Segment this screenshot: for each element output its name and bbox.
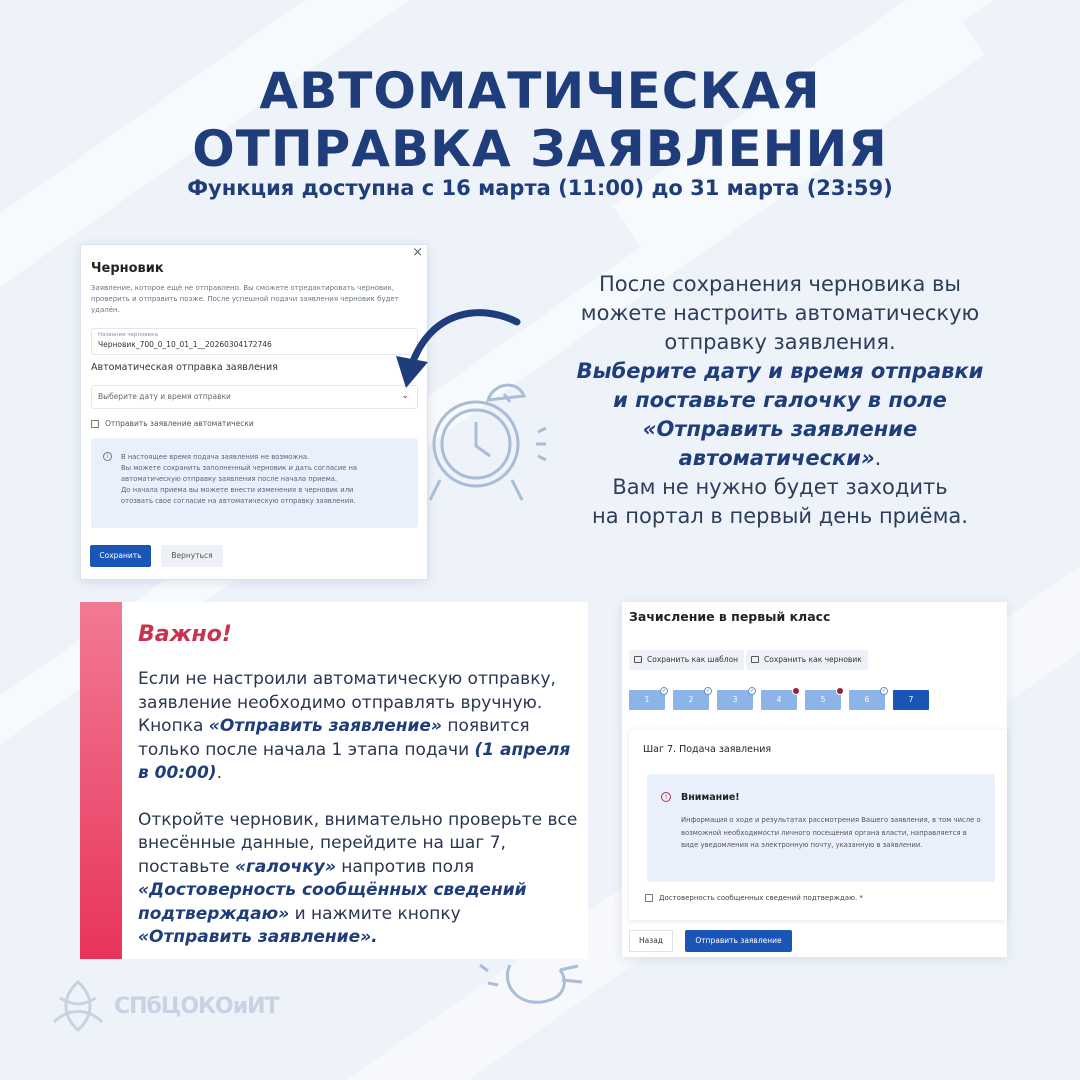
warning-dot-icon [836,687,844,695]
note-line: автоматическую отправку заявления после начала приема. [121,475,338,483]
chevron-down-icon: ⌄ [401,391,409,401]
text-emphasis: «Отправить заявление» [208,716,442,736]
important-body [138,668,578,950]
check-icon: ✓ [749,688,755,694]
step-1[interactable] [629,690,665,710]
step-number: 3 [732,695,738,704]
info-line: После сохранения черновика вы [598,272,961,296]
info-icon: i [103,452,112,461]
important-card [80,602,588,959]
return-button[interactable]: Вернуться [161,545,223,567]
note-line: отозвать свое согласие на автоматическую отправку заявления. [121,497,356,505]
template-icon [634,656,642,663]
important-accent-bar [80,602,122,959]
step-panel [629,730,1007,920]
save-button[interactable]: Сохранить [90,545,151,567]
info-emphasis: «Отправить заявление [642,417,918,441]
back-button[interactable]: Назад [629,930,673,952]
check-icon: ✓ [881,688,887,694]
checkbox-box[interactable] [91,420,99,428]
draft-title: Черновик [91,261,164,276]
info-dot: . [874,446,882,470]
page-title [0,62,1080,178]
auto-send-label: Автоматическая отправка заявления [91,362,278,373]
step-3[interactable] [717,690,753,710]
step-2[interactable] [673,690,709,710]
text-emphasis: «галочку» [235,856,336,877]
note-line: Вы можете сохранить заполненный черновик и дать согласие на [121,464,358,472]
info-emphasis: Выберите дату и время отправки [576,359,984,383]
confirm-checkbox[interactable] [645,894,863,902]
alert-icon: ! [661,792,671,802]
step-6[interactable] [849,690,885,710]
send-datetime-select[interactable] [91,385,418,409]
check-icon: ✓ [705,688,711,694]
info-line: Вам не нужно будет заходить [612,475,948,499]
step-number: 5 [820,695,826,704]
step-4[interactable] [761,690,797,710]
select-placeholder: Выберите дату и время отправки [98,392,231,401]
step-7[interactable] [893,690,929,710]
close-icon[interactable]: × [412,245,423,260]
check-icon: ✓ [661,688,667,694]
info-emphasis: автоматически» [678,446,875,470]
document-icon [751,656,759,663]
save-as-draft-button[interactable] [746,650,868,670]
save-as-draft-label: Сохранить как черновик [764,655,862,664]
draft-description: Заявление, которое ещё не отправлено. Вы сможете отредактировать черновик, проверить и отправить позже. После успешной подачи заявления черновик будет удалён. [91,284,399,314]
draft-name-label: Название черновика [98,332,158,338]
auto-send-checkbox[interactable] [91,419,254,428]
draft-name-field[interactable] [91,328,418,355]
page-subtitle: Функция доступна с 16 марта (11:00) до 31 марта (23:59) [187,176,893,200]
step-number: 4 [776,695,782,704]
attention-box [647,774,995,882]
text: напротив поля [335,856,475,877]
confirm-label: Достоверность сообщенных сведений подтверждаю. * [659,894,863,902]
step-name: Шаг 7. Подача заявления [643,744,772,755]
important-heading: Важно! [138,622,232,647]
step-number: 1 [644,695,650,704]
step-number: 7 [908,695,914,704]
note-line: До начала приема вы можете внести изменения в черновик или [121,486,354,494]
text: Если не настроили автоматическую отправку, заявление необходимо отправлять вручную. Кнопка [138,669,556,736]
text-emphasis: «Отправить заявление». [138,927,378,947]
info-line: можете настроить автоматическую [580,301,980,325]
attention-body: Информация о ходе и результатах рассмотрения Вашего заявления, в том числе о возможной необходимости личного посещения органа власти, направляется в виде уведомления на электронную почту, указанную в заявлении. [681,816,981,849]
attention-title: Внимание! [681,792,740,803]
draft-info-note [91,438,418,528]
logo-text: СПбЦОКОиИТ [114,993,279,1019]
step-indicator [629,690,929,710]
text: появится только после начала 1 этапа подачи [138,716,530,760]
step-number: 6 [864,695,870,704]
info-emphasis: и поставьте галочку в поле [613,388,947,412]
info-line: на портал в первый день приёма. [592,504,968,528]
info-text [525,270,1035,531]
send-application-button[interactable]: Отправить заявление [685,930,792,952]
enrollment-title: Зачисление в первый класс [629,609,831,624]
save-as-template-label: Сохранить как шаблон [647,655,738,664]
draft-name-value: Черновик_700_0_10_01_1__20260304172746 [98,340,272,349]
step-number: 2 [688,695,694,704]
lightbulb-icon [470,955,590,1025]
text-emphasis: (1 апреля в 00:00) [138,739,571,783]
text-emphasis: «Достоверность сообщённых сведений подтверждаю» [138,880,527,924]
save-as-template-button[interactable] [629,650,744,670]
draft-dialog [80,244,428,580]
text: и нажмите кнопку [289,903,461,924]
checkbox-box[interactable] [645,894,653,902]
enrollment-form [622,602,1007,957]
text: . [216,763,222,783]
title-line-1: АВТОМАТИЧЕСКАЯ [259,62,821,120]
logo-icon [50,978,106,1034]
note-line: В настоящее время подача заявления не возможна. [121,453,310,461]
info-line: отправку заявления. [664,330,896,354]
text: Откройте черновик, внимательно проверьте все внесённые данные, перейдите на шаг 7, поставьте [138,809,578,877]
footer-logo [50,978,279,1034]
step-5[interactable] [805,690,841,710]
warning-dot-icon [792,687,800,695]
title-line-2: ОТПРАВКА ЗАЯВЛЕНИЯ [192,120,888,178]
auto-send-checkbox-label: Отправить заявление автоматически [105,419,254,428]
